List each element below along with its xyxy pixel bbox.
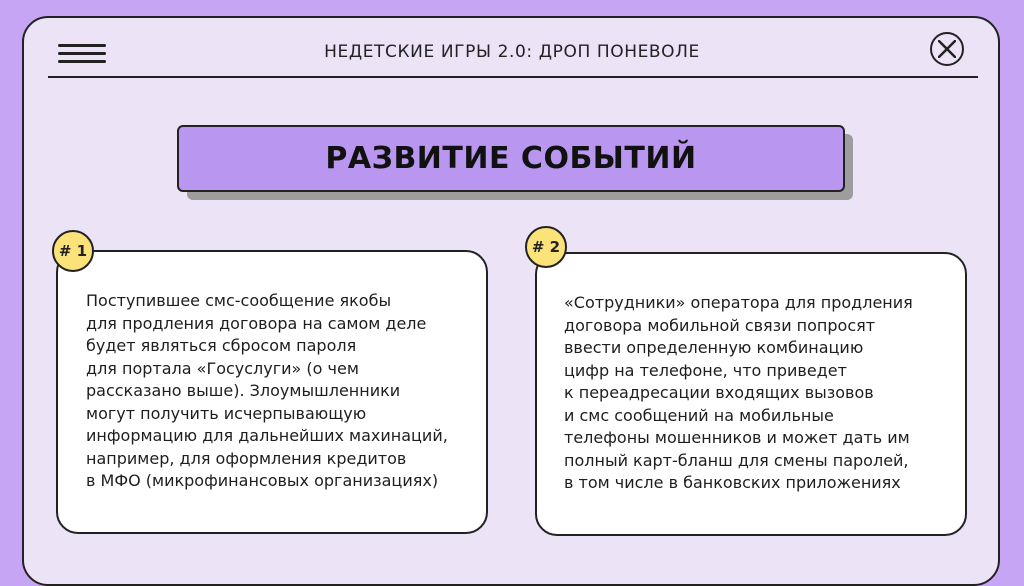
header-divider — [48, 76, 978, 78]
card-line: для портала «Госуслуги» (о чем — [86, 358, 359, 378]
card-line: например, для оформления кредитов — [86, 448, 407, 468]
event-card-2-text — [564, 292, 913, 495]
close-icon[interactable] — [930, 32, 964, 66]
event-card-1-text — [86, 290, 448, 493]
card-line: в МФО (микрофинансовых организациях) — [86, 471, 439, 490]
card-line: рассказано выше). Злоумышленники — [86, 381, 401, 400]
badge-number-1: # 1 — [52, 230, 94, 272]
card-line: для продления договора на самом деле — [86, 313, 427, 333]
card-line: полный карт-бланш для смены паролей, — [564, 450, 909, 470]
card-line: информацию для дальнейших махинаций, — [86, 426, 448, 445]
card-line: ввести определенную комбинацию — [564, 338, 864, 357]
card-line: телефоны мошенников и может дать им — [564, 428, 910, 447]
card-line: договора мобильной связи попросят — [564, 315, 876, 335]
card-line: к переадресации входящих вызовов — [564, 383, 874, 402]
badge-number-2: # 2 — [525, 226, 567, 268]
card-line: в том числе в банковских приложениях — [564, 473, 901, 492]
page-title: НЕДЕТСКИЕ ИГРЫ 2.0: ДРОП ПОНЕВОЛЕ — [324, 42, 700, 62]
section-title: РАЗВИТИЕ СОБЫТИЙ — [325, 141, 697, 176]
card-line: цифр на телефоне, что приведет — [564, 360, 847, 380]
card-line: будет являться сбросом пароля — [86, 336, 357, 355]
card-line: и смс сообщений на мобильные — [564, 405, 834, 425]
card-line: Поступившее смс-сообщение якобы — [86, 291, 392, 310]
section-title-banner — [177, 125, 845, 192]
card-line: могут получить исчерпывающую — [86, 403, 367, 423]
card-line: «Сотрудники» оператора для продления — [564, 293, 913, 312]
